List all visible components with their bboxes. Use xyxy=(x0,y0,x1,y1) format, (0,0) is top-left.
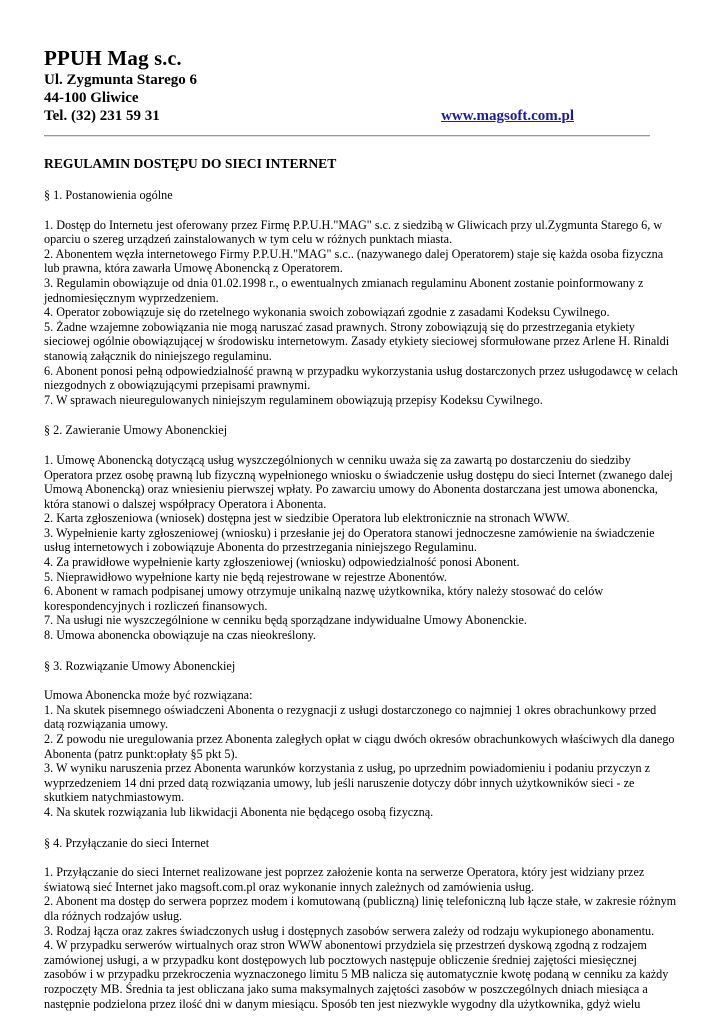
section-3-body xyxy=(44,688,680,819)
text-line: 3. Wypełnienie karty zgłoszeniowej (wniosku) i przesłanie jej do Operatora stanowi jednoczesne zamówienie na świadczenie xyxy=(44,525,655,540)
street-address: Ul. Zygmunta Starego 6 xyxy=(44,72,198,88)
website-link[interactable]: www.magsoft.com.pl xyxy=(441,108,574,124)
text-line: 8. Umowa abonencka obowiązuje na czas nieokreślony. xyxy=(44,628,316,643)
text-line: 2. Z powodu nie uregulowania przez Abonenta zaległych opłat w ciągu dwóch okresów obrachunkowych właściwych dla danego xyxy=(44,732,675,746)
text-line: rozpoczęty MB. Średnia ta jest obliczana jako suma maksymalnych zajętości zasobów w poszczególnych dniach miesiąca a xyxy=(44,981,648,996)
text-line: skutkiem natychmiastowym. xyxy=(44,790,185,805)
text-line: 4. W przypadku serwerów wirtualnych oraz stron WWW abonentowi przydziela się przestrzeń dyskową zgodną z rodzajem xyxy=(44,938,647,953)
document-title: REGULAMIN DOSTĘPU DO SIECI INTERNET xyxy=(44,156,337,171)
text-line: 5. Nieprawidłowo wypełnione karty nie będą rejestrowane w rejestrze Abonentów. xyxy=(44,569,447,584)
text-line: która stanowi o dalszej współpracy Operatora i Abonenta. xyxy=(44,496,327,511)
document-page xyxy=(44,0,680,1011)
text-line: jednomiesięcznym wyprzedzeniem. xyxy=(44,290,219,305)
text-line: Abonenta (patrz punkt:opłaty §5 pkt 5). xyxy=(44,746,238,761)
text-line: usług internetowych i zobowiązuje Abonenta do przestrzegania niniejszego Regulaminu. xyxy=(44,540,477,555)
text-line: 4. Operator zobowiązuje się do rzetelnego wykonania swoich zobowiązań zgodnie z zasadami Kodeksu Cywilnego. xyxy=(44,305,610,320)
text-line: stanowią załącznik do niniejszego regulaminu. xyxy=(44,348,272,363)
text-line: zasobów i w przypadku przekroczenia wyznaczonego limitu 5 MB nalicza się automatycznie kwotę podaną w cenniku za każdy xyxy=(44,967,669,982)
section-1-heading: § 1. Postanowienia ogólne xyxy=(44,188,173,202)
section-4-heading: § 4. Przyłączanie do sieci Internet xyxy=(44,835,210,850)
text-line: 3. Regulamin obowiązuje od dnia 01.02.1998 r., o ewentualnych zmianach regulaminu Abonent zostanie poinformowany z xyxy=(44,275,644,290)
text-line: Operatora przez osobę prawną lub fizyczną wypełnionego wniosku o świadczenie usług dostępu do sieci Internet (zwanego dalej xyxy=(44,467,673,482)
section-2-body xyxy=(44,453,680,643)
city-address: 44-100 Gliwice xyxy=(44,90,139,106)
text-line: 2. Karta zgłoszeniowa (wniosek) dostępna jest w siedzibie Operatora lub elektronicznie na stronach WWW. xyxy=(44,511,570,526)
text-line: 7. Na usługi nie wyszczególnione w cenniku będą sporządzane indywidualne Umowy Abonenckie. xyxy=(44,613,527,628)
text-line: niezgodnych z obowiązującymi przepisami prawnymi. xyxy=(44,378,311,393)
text-line: Umową Abonencką) oraz wniesieniu pierwszej wpłaty. Po zawarciu umowy do Abonenta dostarczana jest umowa abonencka, xyxy=(44,482,658,497)
text-line: Umowa Abonencka może być rozwiązana: xyxy=(44,688,253,703)
section-1-body xyxy=(44,218,680,408)
text-line: 2. Abonent ma dostęp do serwera poprzez modem i komutowaną (publiczną) linię telefoniczną lub łącze stałe, w zakresie różnym xyxy=(44,894,677,909)
text-line: światową sieć Internet jako magsoft.com.pl oraz wykonanie innych zależnych od zamówienia usług. xyxy=(44,879,535,894)
contact-row xyxy=(44,107,574,125)
text-line: 1. Na skutek pisemnego oświadczeni Abonenta o rezygnacji z usługi dostarczonego co najmniej 1 okres obrachunkowy przed xyxy=(44,702,657,717)
text-line: 2. Abonentem węzła internetowego Firmy P.P.U.H."MAG" s.c.. (nazywanego dalej Operatorem) staje się każda osoba fizyczna xyxy=(44,246,664,261)
company-name-text: PPUH Mag xyxy=(44,46,149,70)
text-line: dla różnych rodzajów usług. xyxy=(44,908,183,923)
text-line: datą rozwiązania umowy. xyxy=(44,717,169,732)
header-divider xyxy=(44,135,650,137)
text-line: 3. Rodzaj łącza oraz zakres świadczonych usług i dostępnych zasobów serwera zależy od rodzaju wykupionego abonamentu. xyxy=(44,923,655,938)
section-2-heading: § 2. Zawieranie Umowy Abonenckiej xyxy=(44,423,228,438)
text-line: zamówionej usługi, a w przypadku kont dostępowych lub pocztowych następuje obliczenie średniej zajętości miesięcznej xyxy=(44,952,637,967)
company-suffix: s.c. xyxy=(154,48,182,70)
text-line: wyprzedzeniem 14 dni przed datą rozwiązania umowy, lub jeśli naruszenie dotyczy dóbr innych użytkowników sieci - ze xyxy=(44,775,635,790)
text-line: 3. W wyniku naruszenia przez Abonenta warunków korzystania z usług, po uprzednim powiadomieniu i podaniu przyczyn z xyxy=(44,761,651,776)
section-4-body xyxy=(44,865,680,1011)
text-line: 6. Abonent w ramach podpisanej umowy otrzymuje unikalną nazwę użytkownika, który należy stosować do celów xyxy=(44,584,604,599)
text-line: oparciu o szereg urządzeń zainstalowanych w tym celu w różnych punktach miasta. xyxy=(44,232,453,247)
text-line: korespondencyjnych i rozliczeń finansowych. xyxy=(44,598,268,613)
text-line: lub prawna, która zawarła Umowę Abonencką z Operatorem. xyxy=(44,261,343,276)
text-line: 1. Umowę Abonencką dotyczącą usług wyszczególnionych w cenniku uważa się za zawartą po dostarczeniu do siedziby xyxy=(44,452,631,467)
text-line: 4. Na skutek rozwiązania lub likwidacji Abonenta nie będącego osobą fizyczną. xyxy=(44,804,434,819)
text-line: sieciowej ogólnie obowiązującej w środowisku internetowym. Zasady etykiety sieciowej sformułowane przez Arlene H. Rinaldi xyxy=(44,334,670,349)
text-line: następnie podzielona przez ilość dni w danym miesiącu. Sposób ten jest niezwykle wygodny dla użytkownika, gdyż wielu xyxy=(44,996,641,1011)
text-line: 4. Za prawidłowe wypełnienie karty zgłoszeniowej (wniosku) odpowiedzialność ponosi Abonent. xyxy=(44,555,520,570)
text-line: 1. Dostęp do Internetu jest oferowany przez Firmę P.P.U.H."MAG" s.c. z siedzibą w Gliwicach przy ul.Zygmunta Starego 6, w xyxy=(44,217,663,232)
text-line: 1. Przyłączanie do sieci Internet realizowane jest poprzez założenie konta na serwerze Operatora, który jest widziany przez xyxy=(44,865,645,880)
company-name xyxy=(44,46,680,71)
section-3-heading: § 3. Rozwiązanie Umowy Abonenckiej xyxy=(44,658,236,673)
text-line: 7. W sprawach nieuregulowanych niniejszym regulaminem obowiązują przepisy Kodeksu Cywilnego. xyxy=(44,392,543,407)
text-line: 6. Abonent ponosi pełną odpowiedzialność prawną w przypadku wykorzystania usług dostarczonych przez usługodawcę w celach xyxy=(44,363,678,378)
telephone: Tel. (32) 231 59 31 xyxy=(44,108,160,124)
text-line: 5. Żadne wzajemne zobowiązania nie mogą naruszać zasad prawnych. Strony zobowiązują się do przestrzegania etykiety xyxy=(44,319,635,334)
